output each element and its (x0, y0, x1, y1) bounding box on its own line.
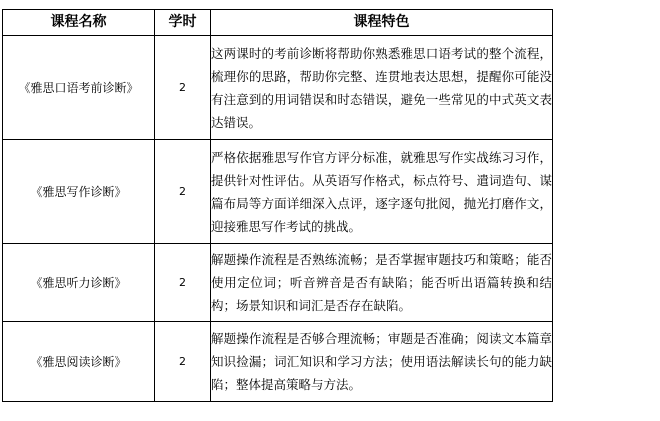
table-row (3, 140, 553, 244)
table-row (3, 244, 553, 322)
table-header-row (3, 10, 553, 36)
course-table (2, 9, 553, 402)
course-name-cell (3, 322, 155, 402)
course-name: 《雅思写作诊断》 (30, 185, 127, 199)
course-description: 这两课时的考前诊断将帮助你熟悉雅思口语考试的整个流程，梳理你的思路，帮助你完整、连贯地表达思想，提醒你可能没有注意到的用词错误和时态错误，避免一些常见的中式英文表达错误。 (211, 36, 553, 140)
course-name: 《雅思阅读诊断》 (30, 355, 127, 369)
table-row (3, 36, 553, 140)
course-hours: 2 (155, 322, 211, 402)
course-name-cell (3, 244, 155, 322)
course-name-cell (3, 36, 155, 140)
course-name: 《雅思口语考前诊断》 (18, 81, 139, 95)
course-description: 严格依据雅思写作官方评分标准，就雅思写作实战练习习作，提供针对性评估。从英语写作格式，标点符号、遣词造句、谋篇布局等方面详细深入点评，逐字逐句批阅，抛光打磨作文，迎接雅思写作考试的挑战。 (211, 140, 553, 244)
header-course-features: 课程特色 (211, 10, 553, 36)
header-course-name: 课程名称 (3, 10, 155, 36)
course-hours: 2 (155, 244, 211, 322)
table-row (3, 322, 553, 402)
header-hours: 学时 (155, 10, 211, 36)
course-hours: 2 (155, 140, 211, 244)
course-name: 《雅思听力诊断》 (30, 276, 127, 290)
course-description: 解题操作流程是否够合理流畅；审题是否准确；阅读文本篇章知识捡漏；词汇知识和学习方法；使用语法解读长句的能力缺陷；整体提高策略与方法。 (211, 322, 553, 402)
course-name-cell (3, 140, 155, 244)
course-description: 解题操作流程是否熟练流畅；是否掌握审题技巧和策略；能否使用定位词；听音辨音是否有缺陷；能否听出语篇转换和结构；场景知识和词汇是否存在缺陷。 (211, 244, 553, 322)
course-hours: 2 (155, 36, 211, 140)
